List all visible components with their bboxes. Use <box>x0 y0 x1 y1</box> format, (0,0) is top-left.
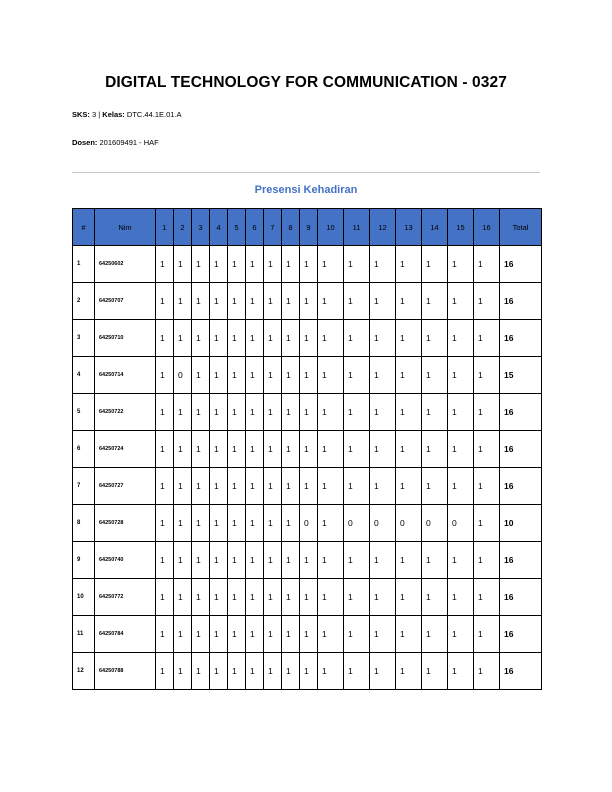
attendance-mark: 1 <box>370 616 396 653</box>
attendance-table <box>72 208 542 690</box>
attendance-mark: 1 <box>264 542 282 579</box>
attendance-total: 16 <box>500 616 542 653</box>
attendance-mark: 1 <box>396 246 422 283</box>
attendance-mark: 1 <box>396 542 422 579</box>
attendance-mark: 1 <box>156 320 174 357</box>
row-number: 12 <box>73 653 95 690</box>
attendance-mark: 1 <box>228 653 246 690</box>
attendance-mark: 1 <box>246 357 264 394</box>
column-header: 10 <box>318 209 344 246</box>
column-header: 16 <box>474 209 500 246</box>
attendance-mark: 1 <box>318 542 344 579</box>
kelas-value: DTC.44.1E.01.A <box>124 110 182 119</box>
attendance-mark: 1 <box>422 542 448 579</box>
attendance-mark: 1 <box>210 283 228 320</box>
attendance-mark: 1 <box>192 653 210 690</box>
attendance-mark: 1 <box>396 579 422 616</box>
attendance-mark: 0 <box>344 505 370 542</box>
attendance-mark: 1 <box>156 431 174 468</box>
attendance-total: 16 <box>500 431 542 468</box>
sks-value: 3 | <box>89 110 103 119</box>
attendance-mark: 1 <box>228 616 246 653</box>
attendance-mark: 1 <box>300 579 318 616</box>
attendance-mark: 1 <box>318 653 344 690</box>
attendance-mark: 1 <box>370 357 396 394</box>
attendance-mark: 1 <box>370 653 396 690</box>
attendance-mark: 1 <box>344 394 370 431</box>
attendance-mark: 1 <box>422 394 448 431</box>
column-header: # <box>73 209 95 246</box>
attendance-mark: 1 <box>210 468 228 505</box>
attendance-mark: 1 <box>174 653 192 690</box>
column-header: 6 <box>246 209 264 246</box>
course-info <box>72 110 182 119</box>
attendance-mark: 1 <box>448 394 474 431</box>
student-nim: 64250722 <box>95 394 156 431</box>
attendance-total: 16 <box>500 653 542 690</box>
attendance-mark: 1 <box>174 505 192 542</box>
table-row <box>73 431 542 468</box>
attendance-mark: 1 <box>192 616 210 653</box>
attendance-mark: 1 <box>228 357 246 394</box>
attendance-mark: 1 <box>474 431 500 468</box>
attendance-mark: 1 <box>474 283 500 320</box>
attendance-mark: 1 <box>344 431 370 468</box>
attendance-mark: 1 <box>318 283 344 320</box>
attendance-mark: 1 <box>156 357 174 394</box>
row-number: 2 <box>73 283 95 320</box>
attendance-mark: 1 <box>422 468 448 505</box>
row-number: 11 <box>73 616 95 653</box>
row-number: 8 <box>73 505 95 542</box>
attendance-mark: 1 <box>422 653 448 690</box>
attendance-mark: 1 <box>264 320 282 357</box>
student-nim: 64250788 <box>95 653 156 690</box>
attendance-total: 10 <box>500 505 542 542</box>
attendance-mark: 1 <box>264 246 282 283</box>
attendance-mark: 1 <box>300 283 318 320</box>
row-number: 10 <box>73 579 95 616</box>
attendance-mark: 1 <box>474 653 500 690</box>
attendance-mark: 1 <box>210 616 228 653</box>
attendance-mark: 1 <box>396 320 422 357</box>
attendance-mark: 1 <box>370 431 396 468</box>
attendance-mark: 1 <box>174 320 192 357</box>
attendance-mark: 1 <box>174 616 192 653</box>
attendance-mark: 1 <box>156 505 174 542</box>
attendance-mark: 1 <box>192 579 210 616</box>
column-header: 2 <box>174 209 192 246</box>
attendance-mark: 1 <box>344 283 370 320</box>
row-number: 3 <box>73 320 95 357</box>
table-row <box>73 579 542 616</box>
attendance-mark: 1 <box>192 283 210 320</box>
attendance-mark: 1 <box>246 579 264 616</box>
table-body <box>73 246 542 690</box>
attendance-mark: 1 <box>474 320 500 357</box>
attendance-mark: 1 <box>300 542 318 579</box>
attendance-mark: 1 <box>264 616 282 653</box>
attendance-mark: 1 <box>370 579 396 616</box>
attendance-mark: 0 <box>174 357 192 394</box>
attendance-mark: 1 <box>318 394 344 431</box>
attendance-mark: 1 <box>210 357 228 394</box>
attendance-mark: 1 <box>344 616 370 653</box>
attendance-mark: 1 <box>156 394 174 431</box>
attendance-total: 16 <box>500 246 542 283</box>
table-row <box>73 505 542 542</box>
attendance-mark: 1 <box>192 431 210 468</box>
attendance-mark: 1 <box>264 431 282 468</box>
attendance-mark: 1 <box>246 394 264 431</box>
table-row <box>73 246 542 283</box>
attendance-mark: 1 <box>264 357 282 394</box>
attendance-mark: 1 <box>282 505 300 542</box>
attendance-mark: 1 <box>344 542 370 579</box>
attendance-mark: 1 <box>344 653 370 690</box>
attendance-mark: 1 <box>246 431 264 468</box>
attendance-mark: 1 <box>174 431 192 468</box>
row-number: 5 <box>73 394 95 431</box>
attendance-mark: 1 <box>156 579 174 616</box>
attendance-mark: 1 <box>264 579 282 616</box>
attendance-mark: 1 <box>318 431 344 468</box>
attendance-mark: 1 <box>318 579 344 616</box>
table-row <box>73 394 542 431</box>
attendance-mark: 0 <box>370 505 396 542</box>
column-header: 4 <box>210 209 228 246</box>
attendance-mark: 1 <box>370 468 396 505</box>
student-nim: 64250602 <box>95 246 156 283</box>
attendance-mark: 1 <box>318 505 344 542</box>
attendance-mark: 1 <box>474 357 500 394</box>
attendance-mark: 1 <box>318 246 344 283</box>
attendance-mark: 1 <box>192 542 210 579</box>
attendance-mark: 1 <box>282 357 300 394</box>
attendance-mark: 1 <box>396 468 422 505</box>
attendance-mark: 1 <box>422 283 448 320</box>
attendance-mark: 1 <box>210 579 228 616</box>
attendance-mark: 1 <box>174 542 192 579</box>
attendance-total: 16 <box>500 283 542 320</box>
attendance-mark: 1 <box>282 431 300 468</box>
table-row <box>73 616 542 653</box>
attendance-mark: 1 <box>448 246 474 283</box>
attendance-total: 16 <box>500 542 542 579</box>
table-row <box>73 653 542 690</box>
row-number: 7 <box>73 468 95 505</box>
attendance-mark: 1 <box>156 542 174 579</box>
row-number: 9 <box>73 542 95 579</box>
attendance-mark: 1 <box>448 283 474 320</box>
attendance-mark: 1 <box>474 468 500 505</box>
attendance-mark: 1 <box>174 246 192 283</box>
attendance-mark: 1 <box>422 431 448 468</box>
attendance-mark: 1 <box>246 653 264 690</box>
attendance-mark: 1 <box>174 394 192 431</box>
attendance-total: 16 <box>500 468 542 505</box>
attendance-mark: 1 <box>282 616 300 653</box>
attendance-mark: 1 <box>282 542 300 579</box>
attendance-mark: 1 <box>300 320 318 357</box>
attendance-mark: 1 <box>318 357 344 394</box>
attendance-mark: 1 <box>282 579 300 616</box>
column-header: 12 <box>370 209 396 246</box>
student-nim: 64250714 <box>95 357 156 394</box>
attendance-mark: 1 <box>228 468 246 505</box>
table-row <box>73 468 542 505</box>
attendance-mark: 1 <box>396 431 422 468</box>
attendance-mark: 1 <box>318 616 344 653</box>
attendance-mark: 1 <box>370 394 396 431</box>
attendance-mark: 1 <box>282 283 300 320</box>
attendance-mark: 1 <box>448 653 474 690</box>
table-header-row <box>73 209 542 246</box>
attendance-mark: 1 <box>228 505 246 542</box>
sks-label: SKS: <box>72 110 90 119</box>
attendance-mark: 0 <box>300 505 318 542</box>
column-header: 7 <box>264 209 282 246</box>
attendance-mark: 1 <box>474 579 500 616</box>
attendance-mark: 1 <box>318 320 344 357</box>
attendance-mark: 1 <box>264 468 282 505</box>
attendance-mark: 1 <box>300 246 318 283</box>
page-title: DIGITAL TECHNOLOGY FOR COMMUNICATION - 0327 <box>105 74 507 91</box>
attendance-mark: 1 <box>156 246 174 283</box>
attendance-mark: 1 <box>228 320 246 357</box>
attendance-mark: 1 <box>344 357 370 394</box>
attendance-mark: 1 <box>174 579 192 616</box>
attendance-mark: 1 <box>210 431 228 468</box>
attendance-mark: 1 <box>344 320 370 357</box>
attendance-mark: 0 <box>396 505 422 542</box>
attendance-mark: 1 <box>474 505 500 542</box>
attendance-mark: 1 <box>396 653 422 690</box>
table-row <box>73 357 542 394</box>
attendance-mark: 1 <box>448 542 474 579</box>
attendance-mark: 1 <box>344 468 370 505</box>
attendance-mark: 1 <box>282 394 300 431</box>
dosen-value: 201609491 - HAF <box>97 138 159 147</box>
column-header: Nim <box>95 209 156 246</box>
attendance-mark: 1 <box>156 653 174 690</box>
attendance-mark: 1 <box>448 616 474 653</box>
attendance-mark: 1 <box>282 653 300 690</box>
attendance-mark: 1 <box>474 542 500 579</box>
attendance-mark: 1 <box>246 616 264 653</box>
student-nim: 64250784 <box>95 616 156 653</box>
attendance-mark: 1 <box>422 320 448 357</box>
table-row <box>73 283 542 320</box>
column-header: 5 <box>228 209 246 246</box>
student-nim: 64250710 <box>95 320 156 357</box>
attendance-mark: 1 <box>174 283 192 320</box>
student-nim: 64250727 <box>95 468 156 505</box>
row-number: 6 <box>73 431 95 468</box>
attendance-mark: 1 <box>246 320 264 357</box>
attendance-mark: 1 <box>228 579 246 616</box>
attendance-mark: 1 <box>396 616 422 653</box>
attendance-mark: 1 <box>192 246 210 283</box>
attendance-mark: 1 <box>228 283 246 320</box>
row-number: 4 <box>73 357 95 394</box>
table-row <box>73 320 542 357</box>
attendance-mark: 1 <box>282 320 300 357</box>
attendance-mark: 1 <box>228 246 246 283</box>
attendance-mark: 1 <box>156 616 174 653</box>
attendance-mark: 1 <box>300 468 318 505</box>
student-nim: 64250772 <box>95 579 156 616</box>
column-header: Total <box>500 209 542 246</box>
attendance-mark: 1 <box>422 616 448 653</box>
attendance-mark: 1 <box>422 579 448 616</box>
attendance-mark: 1 <box>474 246 500 283</box>
column-header: 3 <box>192 209 210 246</box>
attendance-mark: 1 <box>448 357 474 394</box>
attendance-mark: 1 <box>422 357 448 394</box>
attendance-mark: 1 <box>300 357 318 394</box>
attendance-mark: 1 <box>448 468 474 505</box>
attendance-mark: 1 <box>228 542 246 579</box>
attendance-mark: 0 <box>422 505 448 542</box>
attendance-mark: 1 <box>210 653 228 690</box>
attendance-mark: 1 <box>422 246 448 283</box>
attendance-mark: 1 <box>264 394 282 431</box>
column-header: 9 <box>300 209 318 246</box>
attendance-total: 16 <box>500 394 542 431</box>
attendance-mark: 1 <box>156 283 174 320</box>
attendance-mark: 0 <box>448 505 474 542</box>
attendance-mark: 1 <box>192 505 210 542</box>
column-header: 14 <box>422 209 448 246</box>
attendance-mark: 1 <box>300 394 318 431</box>
column-header: 13 <box>396 209 422 246</box>
column-header: 1 <box>156 209 174 246</box>
attendance-mark: 1 <box>448 320 474 357</box>
attendance-mark: 1 <box>192 320 210 357</box>
attendance-total: 16 <box>500 320 542 357</box>
column-header: 15 <box>448 209 474 246</box>
attendance-mark: 1 <box>264 653 282 690</box>
attendance-mark: 1 <box>210 320 228 357</box>
section-title: Presensi Kehadiran <box>254 184 358 196</box>
student-nim: 64250728 <box>95 505 156 542</box>
attendance-mark: 1 <box>246 246 264 283</box>
attendance-mark: 1 <box>210 394 228 431</box>
attendance-mark: 1 <box>228 394 246 431</box>
divider <box>72 172 540 173</box>
column-header: 11 <box>344 209 370 246</box>
attendance-mark: 1 <box>210 542 228 579</box>
attendance-mark: 1 <box>246 283 264 320</box>
kelas-label: Kelas: <box>102 110 125 119</box>
attendance-mark: 1 <box>474 616 500 653</box>
attendance-total: 16 <box>500 579 542 616</box>
student-nim: 64250724 <box>95 431 156 468</box>
attendance-mark: 1 <box>264 505 282 542</box>
lecturer-info <box>72 138 159 147</box>
student-nim: 64250740 <box>95 542 156 579</box>
dosen-label: Dosen: <box>72 138 98 147</box>
attendance-mark: 1 <box>210 505 228 542</box>
attendance-mark: 1 <box>174 468 192 505</box>
attendance-mark: 1 <box>192 357 210 394</box>
attendance-mark: 1 <box>156 468 174 505</box>
attendance-mark: 1 <box>282 468 300 505</box>
attendance-mark: 1 <box>370 542 396 579</box>
attendance-mark: 1 <box>246 468 264 505</box>
attendance-mark: 1 <box>370 283 396 320</box>
attendance-mark: 1 <box>396 394 422 431</box>
attendance-mark: 1 <box>264 283 282 320</box>
attendance-mark: 1 <box>396 357 422 394</box>
attendance-mark: 1 <box>192 468 210 505</box>
attendance-mark: 1 <box>246 542 264 579</box>
attendance-mark: 1 <box>344 579 370 616</box>
attendance-mark: 1 <box>300 431 318 468</box>
row-number: 1 <box>73 246 95 283</box>
attendance-mark: 1 <box>210 246 228 283</box>
attendance-mark: 1 <box>448 579 474 616</box>
attendance-mark: 1 <box>370 320 396 357</box>
attendance-mark: 1 <box>448 431 474 468</box>
attendance-mark: 1 <box>300 653 318 690</box>
attendance-mark: 1 <box>318 468 344 505</box>
attendance-total: 15 <box>500 357 542 394</box>
attendance-mark: 1 <box>228 431 246 468</box>
attendance-mark: 1 <box>396 283 422 320</box>
student-nim: 64250707 <box>95 283 156 320</box>
table-row <box>73 542 542 579</box>
attendance-mark: 1 <box>344 246 370 283</box>
attendance-mark: 1 <box>246 505 264 542</box>
column-header: 8 <box>282 209 300 246</box>
attendance-mark: 1 <box>192 394 210 431</box>
attendance-mark: 1 <box>474 394 500 431</box>
attendance-mark: 1 <box>300 616 318 653</box>
attendance-mark: 1 <box>370 246 396 283</box>
attendance-mark: 1 <box>282 246 300 283</box>
